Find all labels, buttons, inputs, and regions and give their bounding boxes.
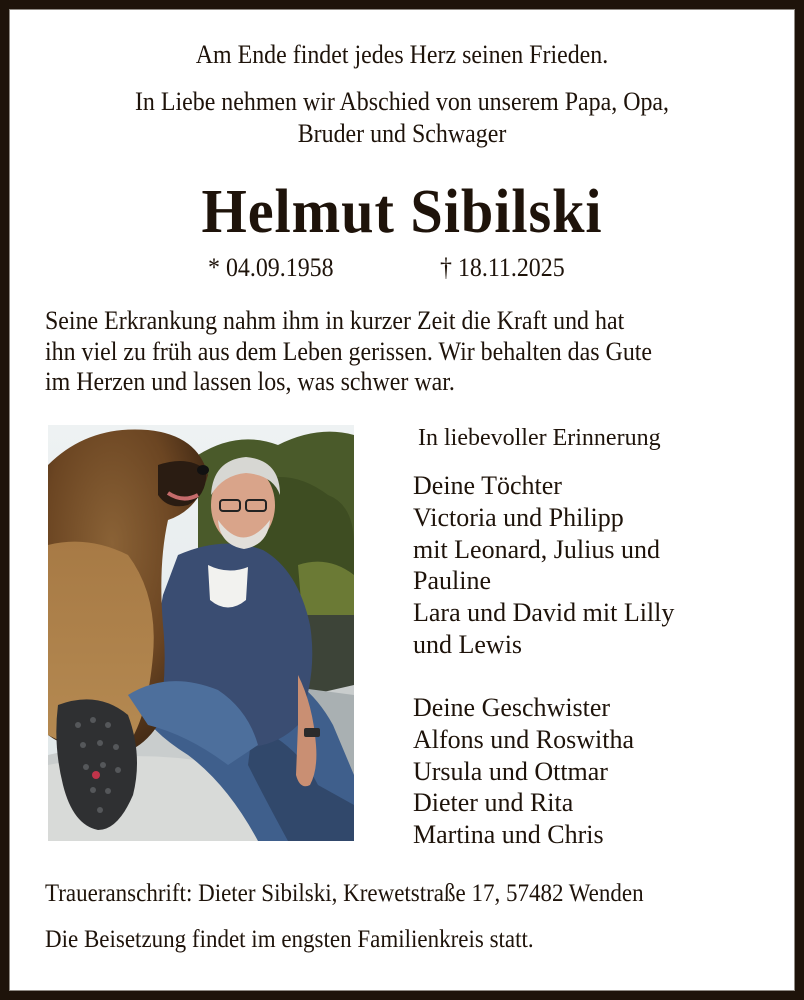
intro-line: In Liebe nehmen wir Abschied von unserem Papa, Opa, bbox=[134, 87, 670, 116]
family-line: Martina und Chris bbox=[413, 820, 604, 850]
family-line: Alfons und Roswitha bbox=[413, 724, 634, 754]
daughters-list bbox=[413, 470, 674, 661]
intro-line: Bruder und Schwager bbox=[297, 119, 507, 148]
family-line: Victoria und Philipp bbox=[413, 502, 624, 532]
burial-notice: Die Beisetzung findet im engsten Familienkreis statt. bbox=[45, 926, 534, 953]
family-line: mit Leonard, Julius und bbox=[413, 534, 660, 564]
portrait-photo-icon bbox=[48, 425, 354, 841]
text-line: Seine Erkrankung nahm ihm in kurzer Zeit die Kraft und hat bbox=[45, 306, 625, 335]
family-line: und Lewis bbox=[413, 629, 523, 659]
memory-heading: In liebevoller Erinnerung bbox=[418, 425, 661, 451]
birth-date: * 04.09.1958 bbox=[208, 253, 334, 282]
death-date: † 18.11.2025 bbox=[440, 253, 565, 282]
remembrance-text bbox=[45, 306, 726, 398]
mourning-address: Traueranschrift: Dieter Sibilski, Krewetstraße 17, 57482 Wenden bbox=[45, 880, 644, 907]
siblings-list bbox=[413, 692, 634, 851]
family-line: Ursula und Ottmar bbox=[413, 756, 608, 786]
deceased-name: Helmut Sibilski bbox=[201, 178, 603, 246]
portrait-photo bbox=[48, 425, 354, 841]
family-line: Pauline bbox=[413, 566, 491, 596]
text-line: ihn viel zu früh aus dem Leben gerissen. Wir behalten das Gute bbox=[45, 336, 653, 366]
text-line: im Herzen und lassen los, was schwer war. bbox=[45, 367, 455, 396]
family-line: Deine Geschwister bbox=[413, 693, 611, 722]
intro-text bbox=[32, 86, 772, 150]
family-line: Lara und David mit Lilly bbox=[413, 598, 675, 628]
family-line: Deine Töchter bbox=[413, 471, 562, 500]
motto-line: Am Ende findet jedes Herz seinen Frieden. bbox=[195, 40, 609, 69]
family-line: Dieter und Rita bbox=[413, 788, 574, 818]
